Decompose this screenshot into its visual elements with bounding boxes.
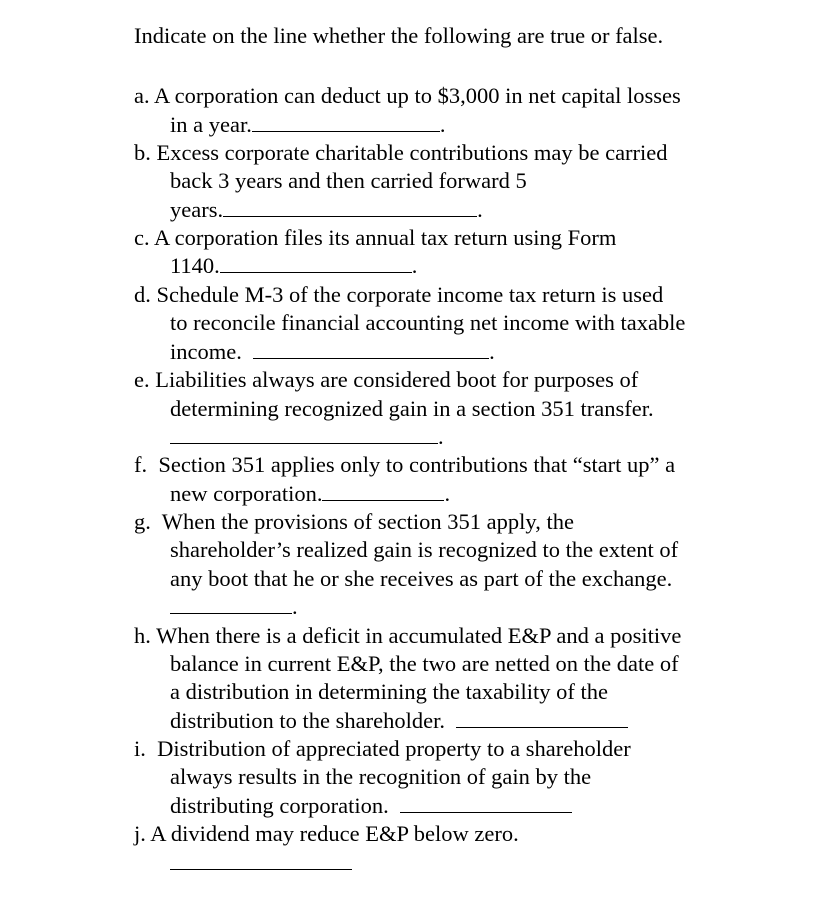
item-g-line-3: any boot that he or she receives as part of the exchange. [170, 566, 673, 591]
item-a-line-1: a. A corporation can deduct up to $3,000 in net capital losses [134, 83, 681, 108]
item-i-line-2: always results in the recognition of gain by the [170, 764, 592, 789]
item-i-line-3: distributing corporation. [170, 792, 572, 821]
item-d-line-1: d. Schedule M-3 of the corporate income tax return is used [134, 282, 664, 307]
item-g-line-2: shareholder’s realized gain is recognized to the extent of [170, 537, 679, 562]
item-f-line-2: new corporation. . [170, 481, 451, 506]
item-e-line-3: . [170, 423, 444, 452]
item-g-line-4: . [170, 593, 298, 622]
item-e-line-1: e. Liabilities always are considered boot for purposes of [134, 367, 639, 392]
answer-blank-a[interactable] [252, 111, 440, 132]
item-h-letter: h. [134, 623, 151, 648]
answer-blank-c[interactable] [220, 252, 412, 273]
item-h-line-4: distribution to the shareholder. [170, 707, 628, 736]
item-a-line-2: in a year. . [170, 112, 446, 137]
item-a-letter: a. [134, 83, 150, 108]
item-d-letter: d. [134, 282, 151, 307]
item-b-letter: b. [134, 140, 151, 165]
answer-blank-d[interactable] [253, 338, 489, 359]
item-j-letter: j. [134, 821, 146, 846]
answer-blank-g[interactable] [170, 593, 292, 614]
item-f-line-1: f. Section 351 applies only to contributions that “start up” a [134, 452, 676, 477]
item-d-line-2: to reconcile financial accounting net income with taxable [170, 310, 686, 335]
item-h-line-2: balance in current E&P, the two are netted on the date of [170, 651, 679, 676]
answer-blank-j[interactable] [170, 849, 352, 870]
answer-blank-h[interactable] [456, 707, 628, 728]
answer-blank-i[interactable] [400, 792, 572, 813]
item-c-line-1: c. A corporation files its annual tax return using Form [134, 225, 617, 250]
answer-blank-f[interactable] [322, 480, 444, 501]
item-b-line-1: b. Excess corporate charitable contributions may be carried [134, 140, 668, 165]
item-c-line-2: 1140. . [170, 253, 418, 278]
item-i-line-1: i. Distribution of appreciated property to a shareholder [134, 736, 631, 761]
item-i-letter: i. [134, 736, 146, 761]
item-g-letter: g. [134, 509, 151, 534]
item-e-line-2: determining recognized gain in a section 351 transfer. [170, 396, 654, 421]
item-e-letter: e. [134, 367, 150, 392]
item-f-letter: f. [134, 452, 148, 477]
item-j-line-2 [170, 849, 352, 878]
item-g-line-1: g. When the provisions of section 351 apply, the [134, 509, 574, 534]
instruction-text: Indicate on the line whether the following are true or false. [134, 23, 664, 48]
item-h-line-3: a distribution in determining the taxability of the [170, 679, 609, 704]
item-d-line-3: income. . [170, 339, 495, 364]
item-b-line-3: years. . [170, 197, 483, 222]
item-h-line-1: h. When there is a deficit in accumulated E&P and a positive [134, 623, 682, 648]
item-c-letter: c. [134, 225, 150, 250]
answer-blank-b[interactable] [223, 196, 477, 217]
answer-blank-e[interactable] [170, 423, 438, 444]
item-b-line-2: back 3 years and then carried forward 5 [170, 168, 527, 193]
item-j-line-1: j. A dividend may reduce E&P below zero. [134, 821, 519, 846]
